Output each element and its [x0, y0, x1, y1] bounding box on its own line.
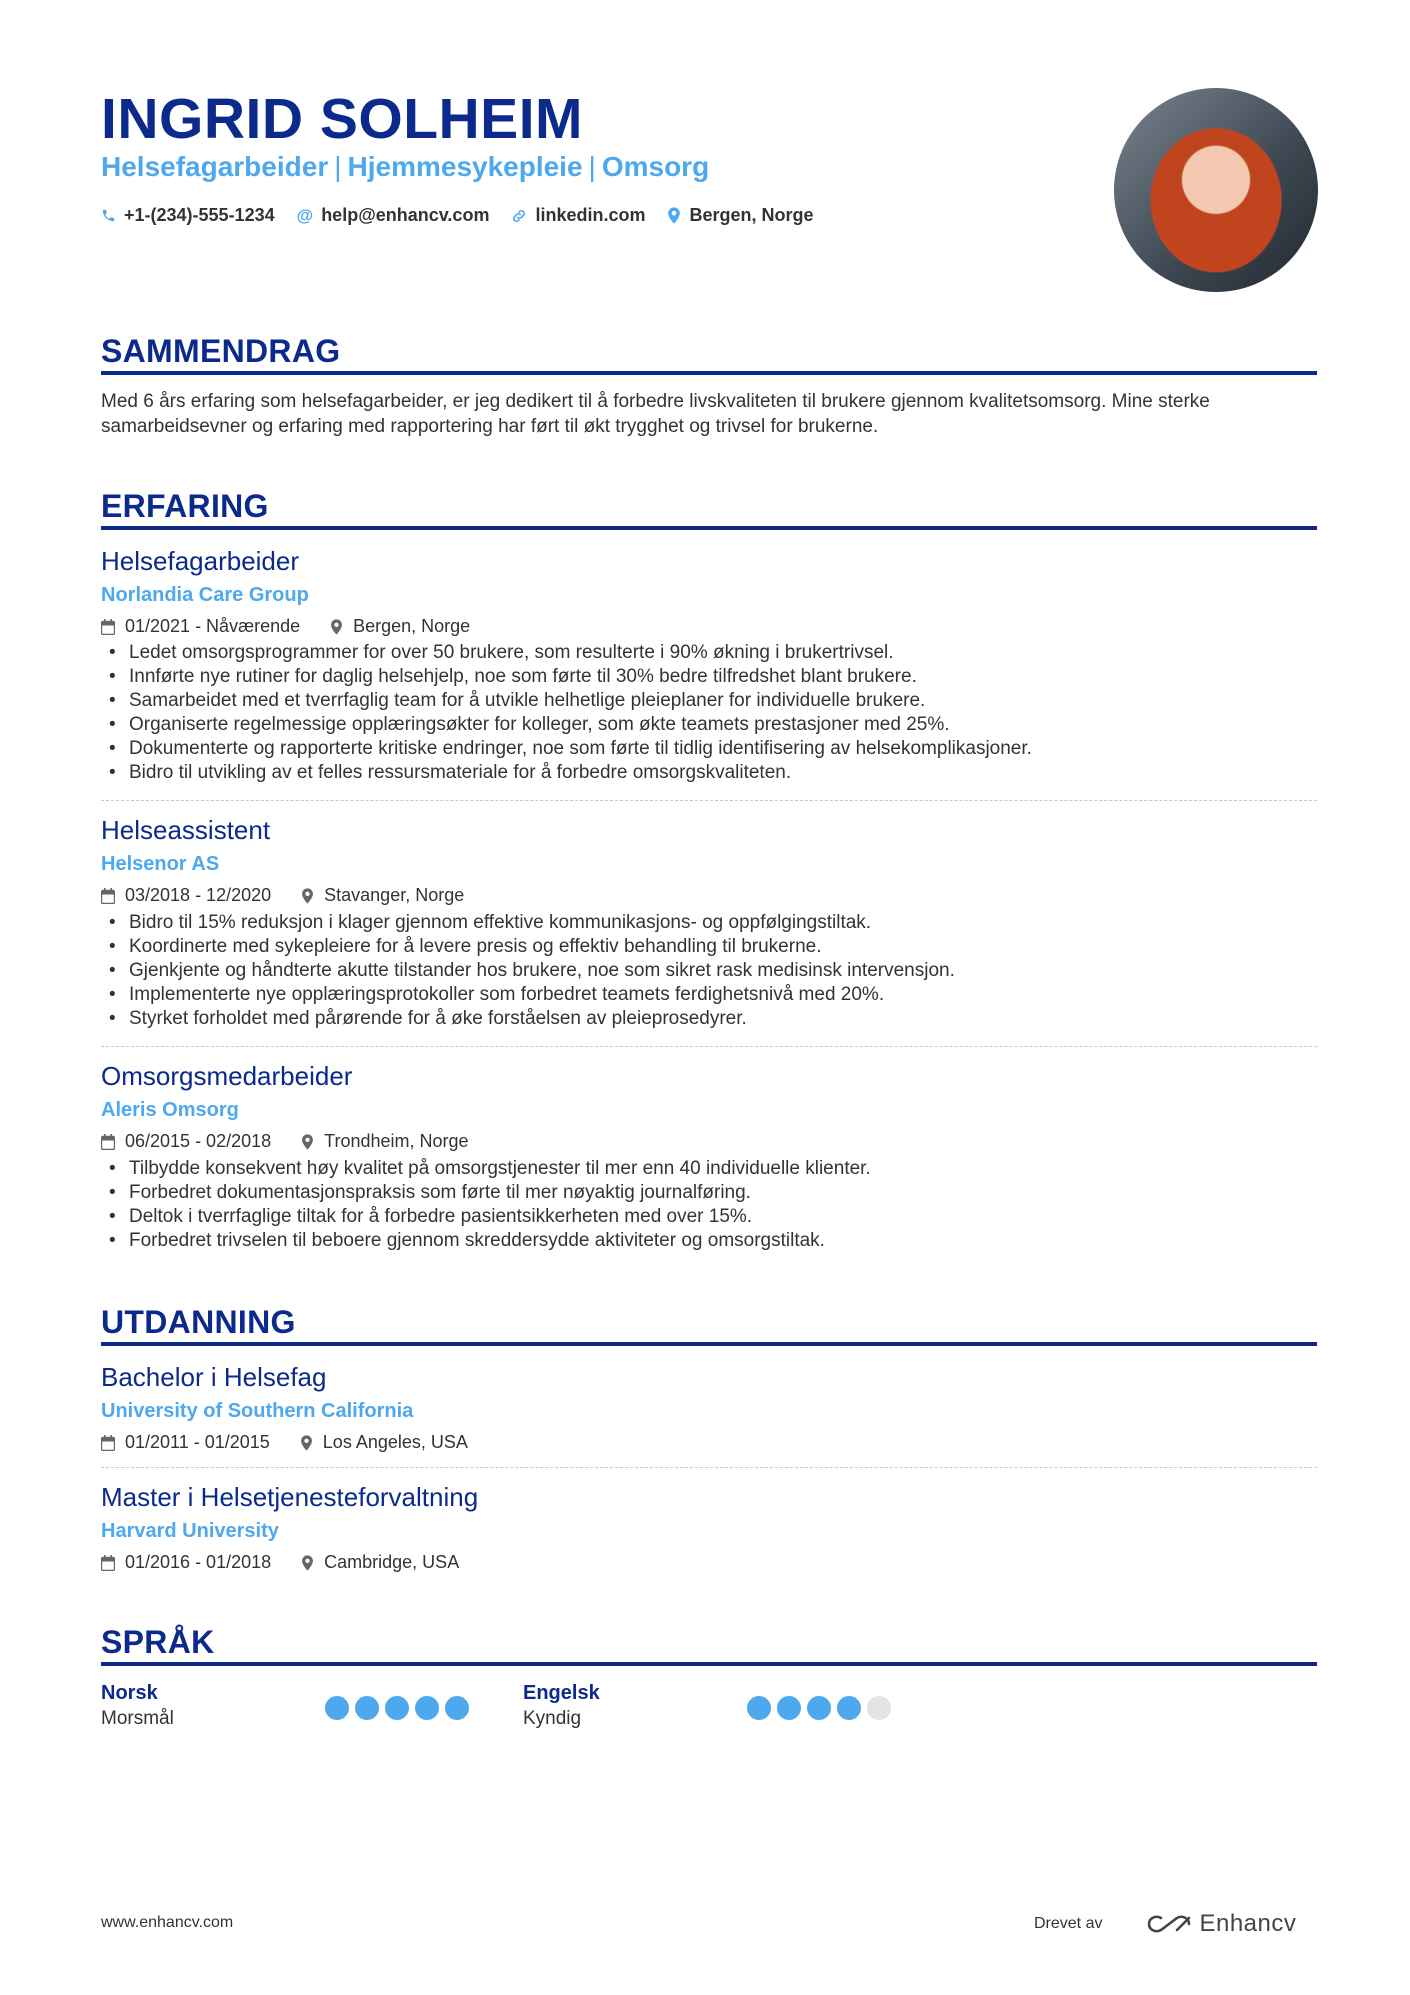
job-location — [301, 1131, 468, 1152]
list-item: • Organiserte regelmessige opplæringsøkter for kolleger, som økte teamets prestasjoner med 25%. — [101, 713, 1317, 737]
job-title: Helsefagarbeider — [101, 546, 300, 576]
job-meta — [101, 885, 464, 906]
job-title: Omsorgsmedarbeider — [101, 1061, 353, 1091]
education-location-text: Los Angeles, USA — [322, 1432, 468, 1452]
footer-website[interactable]: www.enhancv.com — [101, 1914, 234, 1931]
degree-title: Bachelor i Helsefag — [101, 1362, 327, 1392]
rating-dot-filled — [445, 1696, 469, 1720]
headline — [101, 151, 709, 183]
link-icon — [511, 208, 527, 224]
job-dates: 01/2021 - Nåværende — [125, 616, 301, 636]
headline-separator: | — [334, 151, 342, 182]
map-pin-icon — [300, 1435, 313, 1451]
contact-location — [667, 205, 813, 226]
map-pin-icon — [330, 619, 343, 635]
headline-item: Hjemmesykepleie — [347, 151, 583, 182]
map-pin-icon — [667, 207, 681, 224]
degree-title: Master i Helsetjenesteforvaltning — [101, 1482, 479, 1512]
headline-separator: | — [588, 151, 596, 182]
language-level: Morsmål — [101, 1708, 174, 1729]
powered-by-text: Drevet av — [1034, 1915, 1103, 1932]
email-text: help@enhancv.com — [321, 205, 490, 225]
education-location — [300, 1432, 468, 1453]
list-item: • Samarbeidet med et tverrfaglig team for å utvikle helhetlige pleieplaner for individuelle brukere. — [101, 689, 1317, 713]
calendar-icon — [101, 1134, 115, 1150]
school-name: University of Southern California — [101, 1400, 414, 1422]
rating-dot-filled — [747, 1696, 771, 1720]
list-item: • Innførte nye rutiner for daglig helsehjelp, noe som førte til 30% bedre tilfredshet blant brukere. — [101, 665, 1317, 689]
job-location-text: Stavanger, Norge — [324, 885, 465, 905]
map-pin-icon — [301, 1134, 314, 1150]
calendar-icon — [101, 619, 115, 635]
rating-dot-filled — [325, 1696, 349, 1720]
section-title-languages: SPRÅK — [101, 1624, 215, 1660]
list-item: • Koordinerte med sykepleiere for å levere presis og effektiv behandling til brukerne. — [101, 935, 1317, 959]
job-bullets — [101, 911, 1317, 1031]
job-location — [330, 616, 470, 637]
list-item: • Styrket forholdet med pårørende for å øke forståelsen av pleieprosedyrer. — [101, 1007, 1317, 1031]
map-pin-icon — [301, 1555, 314, 1571]
language-name: Norsk — [101, 1682, 158, 1704]
language-level: Kyndig — [523, 1708, 582, 1729]
language-item — [523, 1682, 600, 1730]
section-title-summary: SAMMENDRAG — [101, 333, 341, 369]
contact-phone[interactable] — [101, 205, 275, 226]
rating-dot-filled — [807, 1696, 831, 1720]
list-item: • Ledet omsorgsprogrammer for over 50 brukere, som resulterte i 90% økning i brukertrivsel. — [101, 641, 1317, 665]
job-location — [301, 885, 464, 906]
job-meta — [101, 616, 470, 637]
headline-item: Helsefagarbeider — [101, 151, 329, 182]
candidate-name: INGRID SOLHEIM — [101, 87, 584, 151]
list-item: • Deltok i tverrfaglige tiltak for å forbedre pasientsikkerheten med over 15%. — [101, 1205, 1317, 1229]
education-location-text: Cambridge, USA — [324, 1552, 460, 1572]
rating-dot-filled — [415, 1696, 439, 1720]
list-item: • Bidro til utvikling av et felles ressursmateriale for å forbedre omsorgskvaliteten. — [101, 761, 1317, 785]
enhancv-logo-text: Enhancv — [1199, 1910, 1297, 1937]
divider — [101, 1467, 1317, 1468]
footer-branding — [1034, 1910, 1296, 1938]
section-rule — [101, 526, 1317, 530]
headline-item: Omsorg — [601, 151, 710, 182]
rating-dot-empty — [867, 1696, 891, 1720]
contact-email[interactable] — [297, 205, 490, 226]
job-title: Helseassistent — [101, 815, 271, 845]
list-item: • Tilbydde konsekvent høy kvalitet på omsorgstjenester til mer enn 40 individuelle klienter. — [101, 1157, 1317, 1181]
list-item: • Bidro til 15% reduksjon i klager gjennom effektive kommunikasjons- og oppfølgingstiltak. — [101, 911, 1317, 935]
job-dates: 06/2015 - 02/2018 — [125, 1131, 272, 1151]
calendar-icon — [101, 1435, 115, 1451]
language-rating — [325, 1696, 475, 1720]
list-item: • Dokumenterte og rapporterte kritiske endringer, noe som førte til tidlig identifisering av helsekomplikasjoner. — [101, 737, 1317, 761]
at-icon: @ — [296, 205, 314, 225]
phone-icon — [101, 208, 116, 223]
company-name: Aleris Omsorg — [101, 1099, 239, 1121]
language-name: Engelsk — [523, 1682, 600, 1704]
language-rating — [747, 1696, 897, 1720]
calendar-icon — [101, 888, 115, 904]
section-rule — [101, 1662, 1317, 1666]
divider — [101, 800, 1317, 801]
phone-text: +1-(234)-555-1234 — [124, 205, 275, 225]
section-rule — [101, 371, 1317, 375]
contact-linkedin[interactable] — [511, 205, 645, 226]
job-bullets — [101, 1157, 1317, 1253]
section-rule — [101, 1342, 1317, 1346]
job-bullets — [101, 641, 1317, 785]
education-meta — [101, 1432, 468, 1453]
job-location-text: Bergen, Norge — [353, 616, 471, 636]
linkedin-text: linkedin.com — [535, 205, 646, 225]
education-location — [301, 1552, 459, 1573]
company-name: Helsenor AS — [101, 853, 220, 875]
enhancv-logo-icon — [1147, 1913, 1193, 1935]
list-item: • Gjenkjente og håndterte akutte tilstander hos brukere, noe som sikret rask medisinsk intervensjon. — [101, 959, 1317, 983]
company-name: Norlandia Care Group — [101, 584, 309, 606]
list-item: • Forbedret trivselen til beboere gjennom skreddersydde aktiviteter og omsorgstiltak. — [101, 1229, 1317, 1253]
education-meta — [101, 1552, 459, 1573]
language-item — [101, 1682, 174, 1730]
job-meta — [101, 1131, 469, 1152]
location-text: Bergen, Norge — [689, 205, 814, 225]
rating-dot-filled — [355, 1696, 379, 1720]
rating-dot-filled — [385, 1696, 409, 1720]
list-item: • Forbedret dokumentasjonspraksis som førte til mer nøyaktig journalføring. — [101, 1181, 1317, 1205]
rating-dot-filled — [777, 1696, 801, 1720]
map-pin-icon — [301, 888, 314, 904]
divider — [101, 1046, 1317, 1047]
rating-dot-filled — [837, 1696, 861, 1720]
enhancv-logo[interactable] — [1147, 1910, 1296, 1938]
calendar-icon — [101, 1555, 115, 1571]
section-title-education: UTDANNING — [101, 1304, 296, 1340]
school-name: Harvard University — [101, 1520, 279, 1542]
summary-text: Med 6 års erfaring som helsefagarbeider, er jeg dedikert til å forbedre livskvaliteten til brukere gjennom kvalitetsomsorg. Mine sterke samarbeidsevner og erfaring med rapportering har ført til økt trygghet og trivsel for brukerne. — [101, 391, 1210, 437]
job-location-text: Trondheim, Norge — [324, 1131, 469, 1151]
profile-photo — [1114, 88, 1318, 292]
contact-bar — [101, 205, 836, 226]
education-dates: 01/2016 - 01/2018 — [125, 1552, 272, 1572]
section-title-experience: ERFARING — [101, 488, 269, 524]
education-dates: 01/2011 - 01/2015 — [125, 1432, 270, 1452]
job-dates: 03/2018 - 12/2020 — [125, 885, 272, 905]
list-item: • Implementerte nye opplæringsprotokoller som forbedret teamets ferdighetsnivå med 20%. — [101, 983, 1317, 1007]
